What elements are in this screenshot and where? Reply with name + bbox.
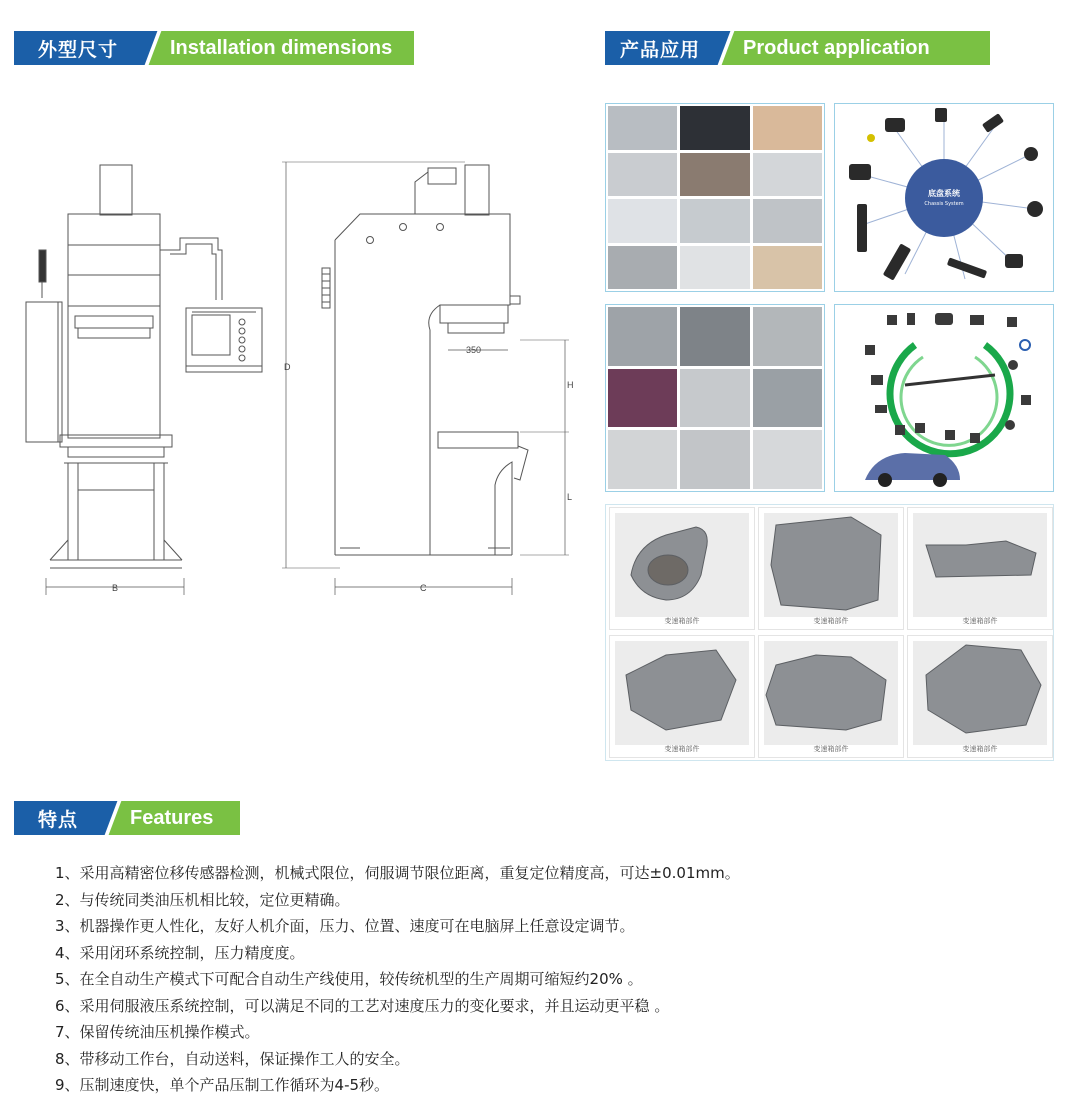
part-card — [758, 507, 904, 630]
installation-dimensions-header — [14, 31, 414, 65]
part-photo — [764, 513, 898, 617]
part-photo — [764, 641, 898, 745]
front-view-drawing — [26, 165, 262, 595]
side-view-drawing — [282, 162, 569, 595]
banner-divider — [142, 31, 164, 65]
product-photo — [608, 199, 677, 243]
feature-item: 5、在全自动生产模式下可配合自动生产线使用，较传统机型的生产周期可缩短约20% 。 — [55, 970, 643, 988]
product-photo — [680, 246, 749, 290]
part-card — [907, 635, 1053, 758]
feature-item: 2、与传统同类油压机相比较，定位更精确。 — [55, 890, 350, 909]
product-photo — [680, 153, 749, 197]
section-title-en: Product application — [737, 31, 990, 65]
feature-item: 6、采用伺服液压系统控制，可以满足不同的工艺对速度压力的变化要求，并且运动更平稳 。 — [55, 996, 670, 1015]
product-photo — [753, 369, 822, 428]
dim-label-l: L — [567, 492, 573, 502]
application-photo-grid-1 — [605, 103, 825, 292]
feature-item: 1、采用高精密位移传感器检测，机械式限位，伺服调节限位距离，重复定位精度高，可达±0.01mm。 — [55, 864, 740, 882]
product-photo — [680, 199, 749, 243]
product-photo — [608, 307, 677, 366]
hub-label-cn: 底盘系统 — [928, 189, 960, 198]
product-photo — [608, 430, 677, 489]
product-photo — [680, 307, 749, 366]
feature-item: 3、机器操作更人性化，友好人机介面，压力、位置、速度可在电脑屏上任意设定调节。 — [55, 917, 635, 935]
section-title-en: Installation dimensions — [164, 31, 414, 65]
section-title-cn: 外型尺寸 — [14, 31, 142, 65]
application-photo-grid-2 — [605, 304, 825, 492]
features-header — [14, 801, 240, 835]
part-photo — [615, 513, 749, 617]
product-photo — [608, 369, 677, 428]
part-caption: 变速箱部件 — [664, 745, 700, 753]
hub-label-en: Chassis System — [924, 201, 964, 207]
dim-label-h: H — [567, 380, 574, 390]
part-photo — [913, 641, 1047, 745]
installation-drawing — [20, 150, 580, 600]
product-photo — [753, 153, 822, 197]
steering-parts-illustration — [835, 305, 1053, 491]
product-application-header — [605, 31, 990, 65]
product-photo — [753, 307, 822, 366]
part-caption: 变速箱部件 — [962, 617, 998, 625]
product-photo — [753, 246, 822, 290]
product-photo — [753, 199, 822, 243]
part-card — [907, 507, 1053, 630]
product-photo — [608, 246, 677, 290]
features-list — [55, 860, 1055, 1099]
banner-divider — [715, 31, 737, 65]
part-photo — [913, 513, 1047, 617]
chassis-system-hub — [905, 159, 983, 237]
part-card — [758, 635, 904, 758]
part-caption: 变速箱部件 — [664, 617, 700, 625]
chassis-system-diagram — [834, 103, 1054, 292]
part-card — [609, 635, 755, 758]
feature-item: 4、采用闭环系统控制，压力精度度。 — [55, 943, 305, 962]
part-caption: 变速箱部件 — [813, 745, 849, 753]
section-title-cn: 产品应用 — [605, 31, 715, 65]
feature-item: 9、压制速度快，单个产品压制工作循环为4-5秒。 — [55, 1076, 390, 1094]
part-photo — [615, 641, 749, 745]
feature-item: 7、保留传统油压机操作模式。 — [55, 1023, 260, 1041]
dim-label-c: C — [420, 583, 427, 593]
part-caption: 变速箱部件 — [813, 617, 849, 625]
banner-divider — [102, 801, 124, 835]
product-photo — [680, 106, 749, 150]
steering-system-diagram — [834, 304, 1054, 492]
dim-label-b: B — [112, 583, 119, 593]
product-photo — [608, 106, 677, 150]
product-photo — [680, 430, 749, 489]
dim-label-d: D — [284, 362, 291, 372]
product-photo — [680, 369, 749, 428]
part-caption: 变速箱部件 — [962, 745, 998, 753]
product-photo — [608, 153, 677, 197]
section-title-en: Features — [124, 801, 240, 835]
product-photo — [753, 430, 822, 489]
dim-label-350: 350 — [466, 345, 482, 355]
feature-item: 8、带移动工作台，自动送料，保证操作工人的安全。 — [55, 1049, 410, 1068]
product-photo — [753, 106, 822, 150]
transmission-parts-gallery — [605, 504, 1054, 761]
section-title-cn: 特点 — [14, 801, 102, 835]
part-card — [609, 507, 755, 630]
